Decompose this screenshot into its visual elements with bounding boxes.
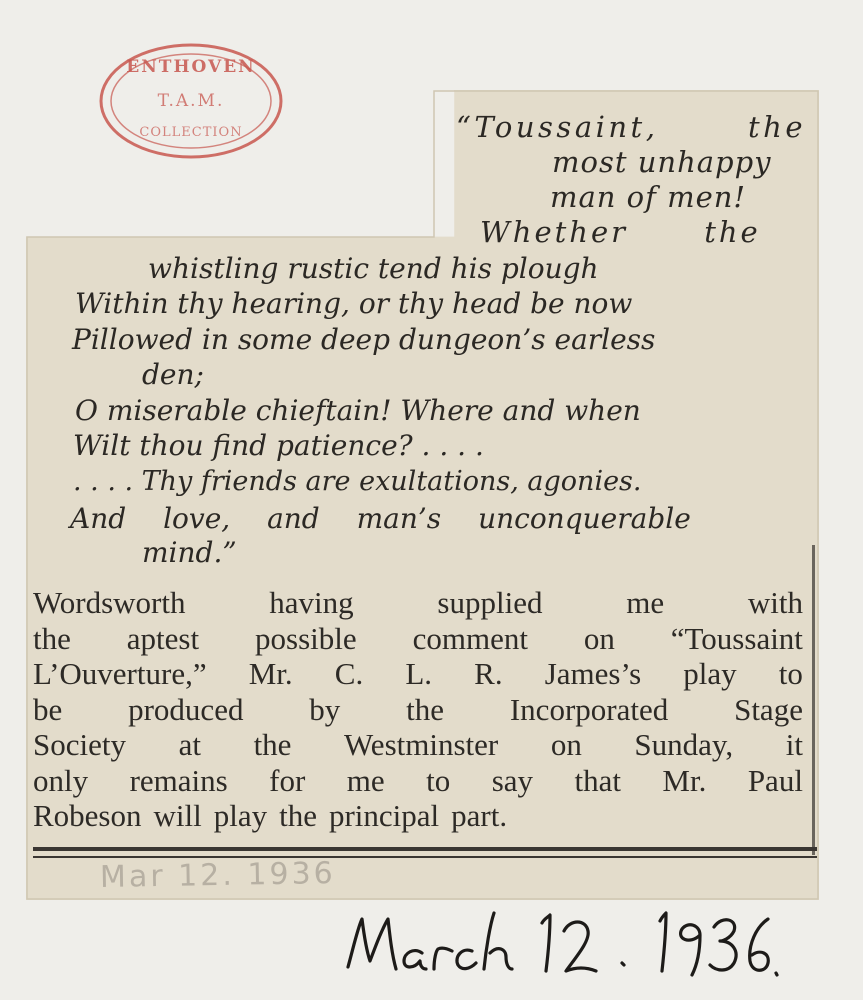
paragraph-word: L’Ouverture,” bbox=[33, 656, 207, 691]
paragraph-word: produced bbox=[128, 691, 244, 727]
paragraph-word: Paul bbox=[747, 762, 803, 798]
paragraph-word: only bbox=[33, 762, 89, 798]
stamp-line-top: ENTHOVEN bbox=[126, 57, 256, 77]
paragraph-line bbox=[33, 585, 803, 621]
poem-line: Within thy hearing, or thy head be now bbox=[75, 287, 633, 320]
column-rule bbox=[812, 545, 815, 855]
poem-line: Wilt thou find patience? . . . . bbox=[73, 429, 484, 462]
paragraph-word: Society bbox=[33, 727, 126, 762]
poem-line: And love, and man’s unconquerable bbox=[70, 502, 691, 535]
faded-date-annotation: Mar 12. 1936 bbox=[99, 855, 337, 896]
paragraph-word: James’s bbox=[544, 656, 642, 691]
paragraph-word: at bbox=[178, 727, 201, 762]
paragraph-word: Mr. bbox=[662, 762, 707, 798]
paragraph-word: on bbox=[583, 620, 615, 656]
paragraph-word: possible bbox=[255, 620, 357, 656]
article-paragraph bbox=[33, 585, 803, 834]
paragraph-word: L. bbox=[405, 656, 433, 691]
paragraph-line bbox=[33, 656, 803, 692]
paragraph-word: having bbox=[269, 585, 354, 620]
paragraph-word: remains bbox=[129, 762, 228, 798]
poem-line: den; bbox=[142, 358, 204, 391]
paragraph-word: Westminster bbox=[344, 727, 499, 762]
paragraph-line bbox=[33, 621, 803, 657]
paragraph-word: the bbox=[253, 727, 292, 762]
poem-word: the bbox=[748, 110, 806, 144]
paragraph-word: say bbox=[491, 762, 534, 798]
paragraph-word: with bbox=[747, 585, 803, 620]
paragraph-word: play bbox=[213, 798, 268, 833]
poem-line: Whether the bbox=[480, 215, 761, 249]
paragraph-word: Sunday, bbox=[634, 727, 734, 762]
poem-line: most unhappy bbox=[552, 145, 772, 179]
bottom-rule-thin bbox=[33, 856, 817, 858]
paragraph-word: supplied bbox=[437, 585, 543, 620]
paragraph-word: part. bbox=[451, 798, 508, 833]
paragraph-word: aptest bbox=[126, 620, 200, 656]
paragraph-word: it bbox=[785, 727, 803, 762]
paragraph-word: Stage bbox=[734, 691, 803, 727]
bottom-rule-thick bbox=[33, 847, 817, 851]
paragraph-word: Mr. bbox=[248, 656, 293, 691]
paragraph-word: by bbox=[309, 691, 341, 727]
paragraph-word: “Toussaint bbox=[670, 620, 803, 656]
paragraph-word: me bbox=[346, 762, 385, 798]
paragraph-line bbox=[33, 798, 803, 834]
paragraph-word: Incorporated bbox=[509, 691, 669, 727]
paragraph-word: Robeson bbox=[33, 798, 142, 833]
paragraph-line bbox=[33, 763, 803, 799]
paragraph-word: principal bbox=[328, 798, 440, 833]
paragraph-word: the bbox=[279, 798, 317, 833]
paragraph-word: play bbox=[683, 656, 737, 691]
paragraph-word: will bbox=[153, 798, 202, 833]
paragraph-line bbox=[33, 727, 803, 763]
poem-line: man of men! bbox=[550, 180, 747, 214]
poem-line: O miserable chieftain! Where and when bbox=[75, 394, 641, 427]
paragraph-word: comment bbox=[412, 620, 528, 656]
paragraph-word: me bbox=[626, 585, 665, 620]
paragraph-word: the bbox=[406, 691, 445, 727]
paragraph-word: C. bbox=[334, 656, 364, 691]
paragraph-word: be bbox=[33, 691, 63, 727]
paragraph-word: to bbox=[426, 762, 451, 798]
handwritten-date bbox=[340, 905, 780, 995]
paragraph-word: to bbox=[778, 656, 803, 691]
paragraph-line bbox=[33, 692, 803, 728]
poem-line: . . . . Thy friends are exultations, agonies. bbox=[73, 466, 642, 497]
poem-word: “Toussaint, bbox=[456, 110, 659, 144]
paragraph-word: that bbox=[574, 762, 621, 798]
paragraph-word: on bbox=[550, 727, 582, 762]
paragraph-word: the bbox=[33, 620, 71, 656]
poem-line: Pillowed in some deep dungeon’s earless bbox=[72, 323, 656, 356]
stamp-line-middle: T.A.M. bbox=[157, 91, 225, 111]
poem-line: mind.” bbox=[142, 536, 237, 569]
paragraph-word: R. bbox=[474, 656, 503, 691]
stamp-line-bottom: COLLECTION bbox=[139, 125, 243, 140]
paragraph-word: Wordsworth bbox=[33, 585, 186, 620]
paragraph-word: for bbox=[269, 762, 306, 798]
poem-line bbox=[456, 110, 806, 144]
poem-line: whistling rustic tend his plough bbox=[148, 252, 599, 285]
